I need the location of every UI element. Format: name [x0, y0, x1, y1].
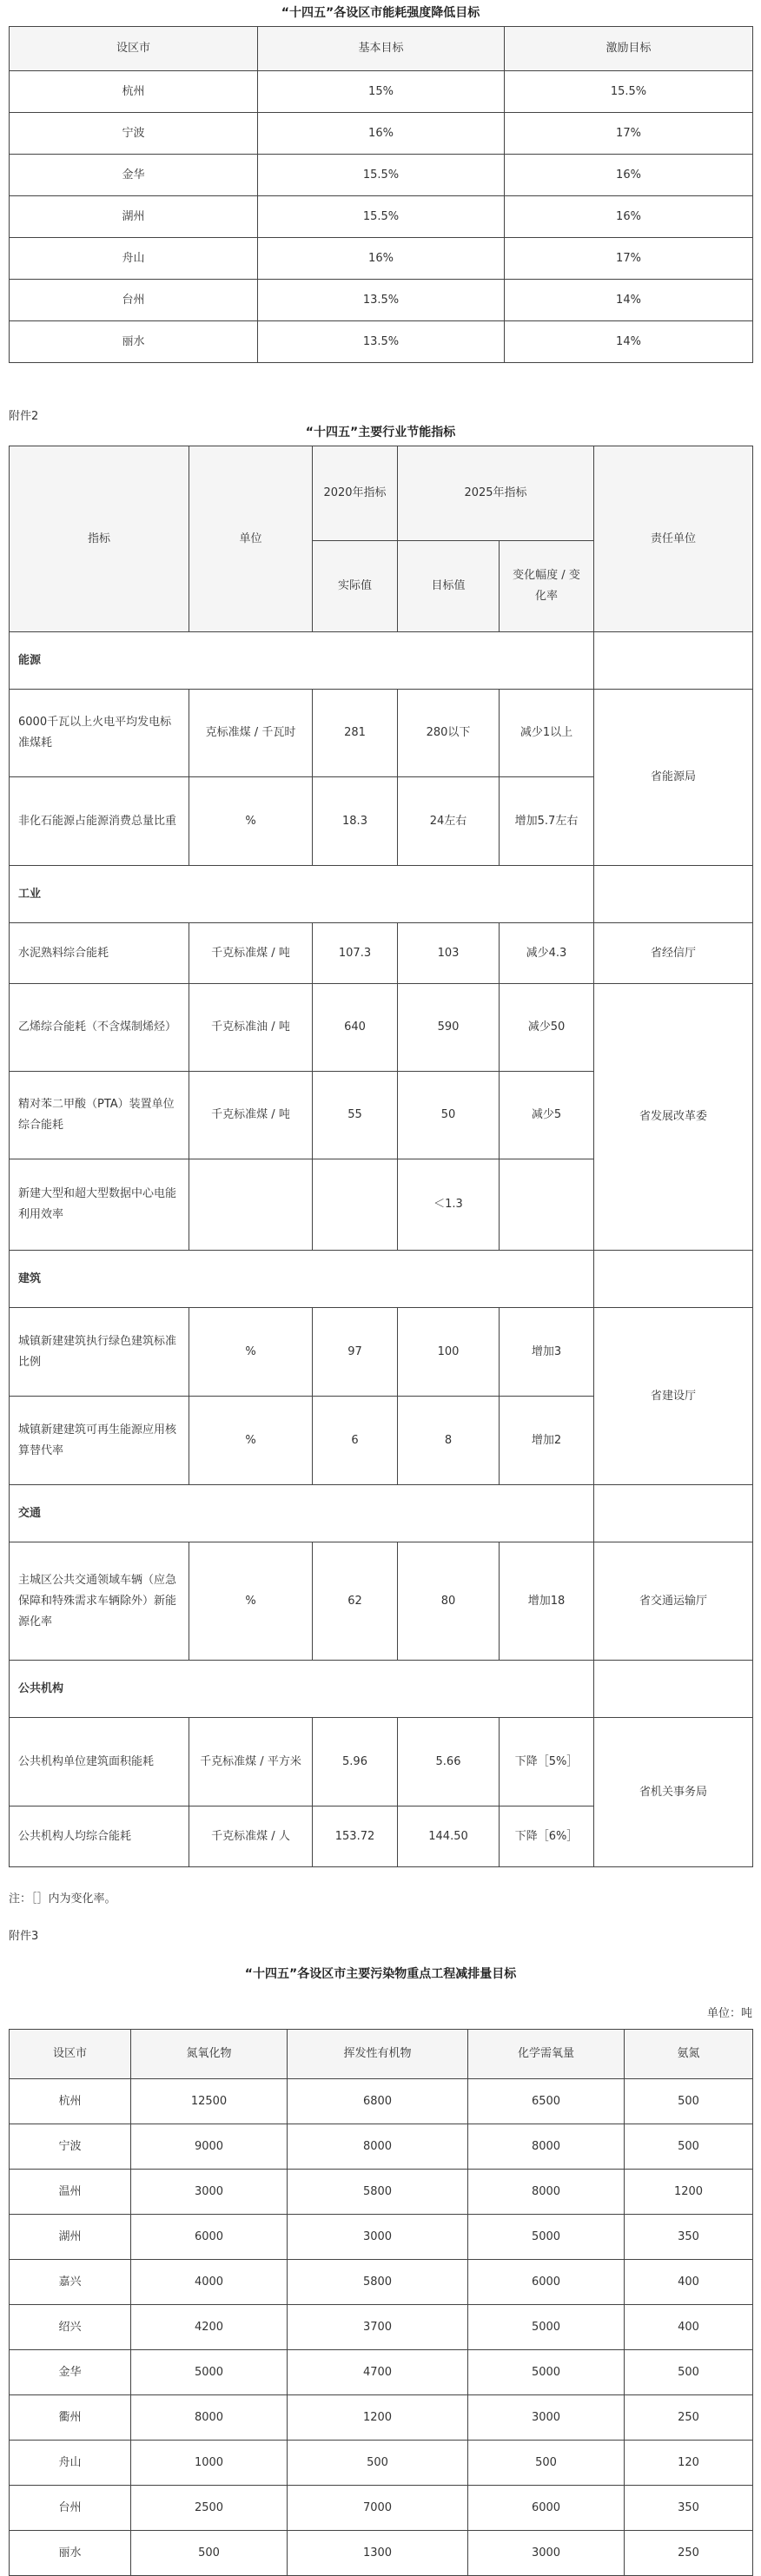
actual-cell: 55: [313, 1072, 398, 1159]
change-cell: 减少50: [500, 984, 594, 1072]
actual-cell: [313, 1159, 398, 1251]
unit-cell: %: [189, 1397, 313, 1485]
value-cell: 2500: [131, 2486, 288, 2531]
change-cell: 增加3: [500, 1308, 594, 1397]
target-cell: 8: [398, 1397, 500, 1485]
value-cell: 120: [625, 2441, 753, 2486]
table-row: [10, 1308, 753, 1397]
city-cell: 宁波: [10, 2124, 131, 2170]
value-cell: 400: [625, 2305, 753, 2350]
value-cell: 350: [625, 2486, 753, 2531]
table-header-row: [10, 27, 753, 71]
value-cell: 16%: [258, 113, 505, 155]
table-row: [10, 321, 753, 363]
unit-cell: %: [189, 1308, 313, 1397]
value-cell: 14%: [505, 321, 753, 363]
city-cell: 绍兴: [10, 2305, 131, 2350]
responsible-cell: 省经信厅: [594, 923, 753, 984]
table1-title: “十四五”各设区市能耗强度降低目标: [281, 6, 480, 20]
table2-note: 注：［］内为变化率。: [9, 1892, 116, 1906]
indicator-cell: 新建大型和超大型数据中心电能利用效率: [10, 1159, 189, 1251]
city-cell: 丽水: [10, 2531, 131, 2576]
unit-cell: %: [189, 1542, 313, 1661]
table-row: [10, 2350, 753, 2395]
header-2020: 2020年指标: [313, 446, 398, 541]
value-cell: 250: [625, 2531, 753, 2576]
value-cell: 8000: [468, 2124, 625, 2170]
table-header-row: [10, 2030, 753, 2079]
indicator-cell: 城镇新建建筑可再生能源应用核算替代率: [10, 1397, 189, 1485]
value-cell: 6000: [468, 2260, 625, 2305]
value-cell: 6500: [468, 2079, 625, 2124]
target-cell: 100: [398, 1308, 500, 1397]
column-header: 氨氮: [625, 2030, 753, 2079]
actual-cell: 6: [313, 1397, 398, 1485]
value-cell: 1200: [625, 2170, 753, 2215]
actual-cell: 153.72: [313, 1807, 398, 1867]
column-header: 基本目标: [258, 27, 505, 71]
table-row: [10, 2215, 753, 2260]
unit-cell: 千克标准煤 / 平方米: [189, 1718, 313, 1807]
city-cell: 温州: [10, 2170, 131, 2215]
city-cell: 金华: [10, 155, 258, 196]
section-energy: 能源: [10, 632, 594, 690]
target-cell: 590: [398, 984, 500, 1072]
value-cell: 13.5%: [258, 280, 505, 321]
value-cell: 7000: [288, 2486, 468, 2531]
value-cell: 500: [625, 2350, 753, 2395]
table-header-row: [10, 446, 753, 541]
attachment-2-label: 附件2: [9, 410, 39, 423]
value-cell: 500: [131, 2531, 288, 2576]
value-cell: 17%: [505, 238, 753, 280]
value-cell: 5000: [468, 2215, 625, 2260]
column-header: 化学需氧量: [468, 2030, 625, 2079]
value-cell: 500: [625, 2124, 753, 2170]
column-header: 设区市: [10, 27, 258, 71]
change-cell: 增加2: [500, 1397, 594, 1485]
empty-cell: [594, 1661, 753, 1718]
value-cell: 400: [625, 2260, 753, 2305]
energy-intensity-table: [9, 26, 753, 363]
city-cell: 台州: [10, 2486, 131, 2531]
change-cell: 减少5: [500, 1072, 594, 1159]
indicator-cell: 精对苯二甲酸（PTA）装置单位综合能耗: [10, 1072, 189, 1159]
value-cell: 250: [625, 2395, 753, 2441]
target-cell: 144.50: [398, 1807, 500, 1867]
section-transport: 交通: [10, 1485, 594, 1542]
table-row: [10, 984, 753, 1072]
change-cell: 减少1以上: [500, 690, 594, 777]
section-row: [10, 866, 753, 923]
indicator-cell: 乙烯综合能耗（不含煤制烯烃）: [10, 984, 189, 1072]
table-row: [10, 2531, 753, 2576]
value-cell: 13.5%: [258, 321, 505, 363]
value-cell: 3000: [468, 2395, 625, 2441]
target-cell: 80: [398, 1542, 500, 1661]
table-row: [10, 2079, 753, 2124]
value-cell: 3000: [288, 2215, 468, 2260]
value-cell: 14%: [505, 280, 753, 321]
header-change: 变化幅度 / 变化率: [500, 541, 594, 632]
indicator-cell: 主城区公共交通领域车辆（应急保障和特殊需求车辆除外）新能源化率: [10, 1542, 189, 1661]
change-cell: 下降［6%］: [500, 1807, 594, 1867]
indicator-cell: 公共机构单位建筑面积能耗: [10, 1718, 189, 1807]
target-cell: ＜1.3: [398, 1159, 500, 1251]
table-row: [10, 280, 753, 321]
value-cell: 6000: [468, 2486, 625, 2531]
table-row: [10, 1718, 753, 1807]
value-cell: 500: [468, 2441, 625, 2486]
city-cell: 嘉兴: [10, 2260, 131, 2305]
empty-cell: [594, 632, 753, 690]
table-row: [10, 923, 753, 984]
value-cell: 5800: [288, 2170, 468, 2215]
actual-cell: 5.96: [313, 1718, 398, 1807]
responsible-cell: 省能源局: [594, 690, 753, 866]
value-cell: 3700: [288, 2305, 468, 2350]
actual-cell: 18.3: [313, 777, 398, 866]
value-cell: 16%: [258, 238, 505, 280]
value-cell: 15.5%: [258, 196, 505, 238]
header-unit: 单位: [189, 446, 313, 632]
value-cell: 8000: [468, 2170, 625, 2215]
city-cell: 湖州: [10, 196, 258, 238]
indicator-cell: 非化石能源占能源消费总量比重: [10, 777, 189, 866]
indicator-cell: 水泥熟料综合能耗: [10, 923, 189, 984]
value-cell: 1300: [288, 2531, 468, 2576]
city-cell: 衢州: [10, 2395, 131, 2441]
table-row: [10, 2260, 753, 2305]
table-row: [10, 113, 753, 155]
value-cell: 16%: [505, 155, 753, 196]
unit-label: 单位：吨: [706, 2007, 752, 2020]
section-public: 公共机构: [10, 1661, 594, 1718]
unit-cell: 克标准煤 / 千瓦时: [189, 690, 313, 777]
value-cell: 1200: [288, 2395, 468, 2441]
value-cell: 4700: [288, 2350, 468, 2395]
table-row: [10, 71, 753, 113]
empty-cell: [594, 1251, 753, 1308]
value-cell: 500: [288, 2441, 468, 2486]
change-cell: 增加18: [500, 1542, 594, 1661]
column-header: 激励目标: [505, 27, 753, 71]
column-header: 挥发性有机物: [288, 2030, 468, 2079]
table-row: [10, 690, 753, 777]
value-cell: 3000: [468, 2531, 625, 2576]
column-header: 氮氧化物: [131, 2030, 288, 2079]
value-cell: 15.5%: [505, 71, 753, 113]
target-cell: 280以下: [398, 690, 500, 777]
table3-title: “十四五”各设区市主要污染物重点工程减排量目标: [244, 1967, 517, 1981]
table-row: [10, 1542, 753, 1661]
empty-cell: [594, 866, 753, 923]
section-row: [10, 1485, 753, 1542]
empty-cell: [594, 1485, 753, 1542]
indicator-cell: 公共机构人均综合能耗: [10, 1807, 189, 1867]
section-industry: 工业: [10, 866, 594, 923]
column-header: 设区市: [10, 2030, 131, 2079]
indicator-cell: 6000千瓦以上火电平均发电标准煤耗: [10, 690, 189, 777]
value-cell: 3000: [131, 2170, 288, 2215]
responsible-cell: 省机关事务局: [594, 1718, 753, 1867]
change-cell: [500, 1159, 594, 1251]
value-cell: 8000: [288, 2124, 468, 2170]
header-responsible: 责任单位: [594, 446, 753, 632]
value-cell: 15%: [258, 71, 505, 113]
table-row: [10, 2170, 753, 2215]
table-row: [10, 2486, 753, 2531]
city-cell: 舟山: [10, 238, 258, 280]
responsible-cell: 省发展改革委: [594, 984, 753, 1251]
city-cell: 舟山: [10, 2441, 131, 2486]
section-row: [10, 1251, 753, 1308]
actual-cell: 62: [313, 1542, 398, 1661]
indicator-cell: 城镇新建建筑执行绿色建筑标准比例: [10, 1308, 189, 1397]
unit-cell: 千克标准煤 / 吨: [189, 1072, 313, 1159]
responsible-cell: 省交通运输厅: [594, 1542, 753, 1661]
section-row: [10, 1661, 753, 1718]
value-cell: 16%: [505, 196, 753, 238]
target-cell: 5.66: [398, 1718, 500, 1807]
table2-title: “十四五”主要行业节能指标: [305, 426, 456, 439]
header-actual: 实际值: [313, 541, 398, 632]
city-cell: 丽水: [10, 321, 258, 363]
unit-cell: 千克标准油 / 吨: [189, 984, 313, 1072]
value-cell: 1000: [131, 2441, 288, 2486]
value-cell: 4000: [131, 2260, 288, 2305]
attachment-3-label: 附件3: [9, 1930, 39, 1943]
value-cell: 5000: [131, 2350, 288, 2395]
change-cell: 增加5.7左右: [500, 777, 594, 866]
change-cell: 下降［5%］: [500, 1718, 594, 1807]
actual-cell: 281: [313, 690, 398, 777]
table-row: [10, 2441, 753, 2486]
value-cell: 17%: [505, 113, 753, 155]
value-cell: 5800: [288, 2260, 468, 2305]
table-row: [10, 155, 753, 196]
city-cell: 杭州: [10, 71, 258, 113]
value-cell: 15.5%: [258, 155, 505, 196]
city-cell: 金华: [10, 2350, 131, 2395]
unit-cell: [189, 1159, 313, 1251]
table-row: [10, 238, 753, 280]
value-cell: 12500: [131, 2079, 288, 2124]
industry-energy-table: [9, 446, 753, 1867]
actual-cell: 107.3: [313, 923, 398, 984]
table-row: [10, 2305, 753, 2350]
value-cell: 9000: [131, 2124, 288, 2170]
value-cell: 500: [625, 2079, 753, 2124]
header-target: 目标值: [398, 541, 500, 632]
header-indicator: 指标: [10, 446, 189, 632]
unit-cell: 千克标准煤 / 人: [189, 1807, 313, 1867]
value-cell: 5000: [468, 2305, 625, 2350]
value-cell: 6000: [131, 2215, 288, 2260]
city-cell: 湖州: [10, 2215, 131, 2260]
target-cell: 24左右: [398, 777, 500, 866]
target-cell: 103: [398, 923, 500, 984]
city-cell: 杭州: [10, 2079, 131, 2124]
city-cell: 台州: [10, 280, 258, 321]
value-cell: 4200: [131, 2305, 288, 2350]
city-cell: 宁波: [10, 113, 258, 155]
value-cell: 5000: [468, 2350, 625, 2395]
header-2025: 2025年指标: [398, 446, 594, 541]
table-row: [10, 2395, 753, 2441]
target-cell: 50: [398, 1072, 500, 1159]
responsible-cell: 省建设厅: [594, 1308, 753, 1485]
value-cell: 8000: [131, 2395, 288, 2441]
pollutant-reduction-table: [9, 2029, 753, 2576]
table-row: [10, 196, 753, 238]
change-cell: 减少4.3: [500, 923, 594, 984]
unit-cell: 千克标准煤 / 吨: [189, 923, 313, 984]
section-building: 建筑: [10, 1251, 594, 1308]
actual-cell: 640: [313, 984, 398, 1072]
unit-cell: %: [189, 777, 313, 866]
table-row: [10, 2124, 753, 2170]
section-row: [10, 632, 753, 690]
value-cell: 350: [625, 2215, 753, 2260]
value-cell: 6800: [288, 2079, 468, 2124]
actual-cell: 97: [313, 1308, 398, 1397]
